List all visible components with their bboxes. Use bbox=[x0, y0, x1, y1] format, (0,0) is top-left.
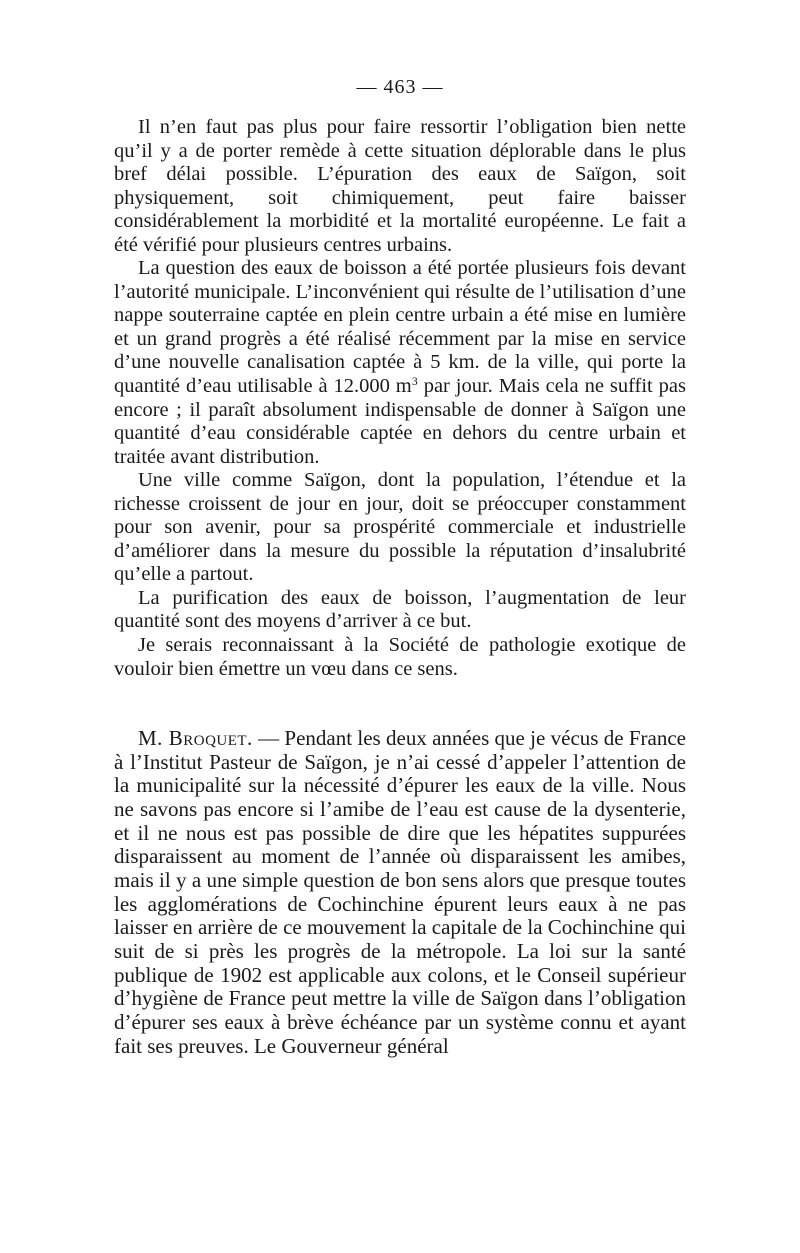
speaker-name: M. Broquet. bbox=[138, 726, 253, 750]
paragraph-1: Il n’en faut pas plus pour faire ressortir l’obligation bien nette qu’il y a de porter remède à cette situation déplorable dans le plus bref délai possible. L’épuration des eaux de Saïgon, soit physiquement, soit chimiquement, peut faire baisser considérablement la morbidité et la mortalité européenne. Le fait a été vérifié pour plusieurs centres urbains. bbox=[114, 116, 686, 256]
superscript-cubic: 3 bbox=[411, 374, 418, 389]
page-number: — 463 — bbox=[356, 76, 444, 98]
paragraph-4: La purification des eaux de boisson, l’augmentation de leur quantité sont des moyens d’arriver à ce but. bbox=[114, 586, 686, 633]
paragraph-2-part-2: par jour. Mais cela ne suffit pas encore ; il paraît absolument indispensable de donner à Saïgon une quantité d’eau considérable captée en dehors du centre urbain et traitée avant distribution. bbox=[114, 375, 686, 468]
paragraph-2 bbox=[114, 257, 686, 469]
paragraph-3: Une ville comme Saïgon, dont la population, l’étendue et la richesse croissent de jour en jour, doit se préoccuper constamment pour son avenir, pour sa prospérité commerciale et industrielle d’améliorer dans la mesure du possible la réputation d’insalubrité qu’elle a partout. bbox=[114, 469, 686, 586]
body-text-section-1 bbox=[114, 116, 686, 681]
broquet-paragraph bbox=[114, 727, 686, 1058]
paragraph-2-part-1: La question des eaux de boisson a été portée plusieurs fois devant l’autorité municipale. L’inconvénient qui résulte de l’utilisation d’une nappe souterraine captée en plein centre urbain a été mise en lumière et un grand progrès a été réalisé récemment par la mise en service d’une nouvelle canalisation captée à 5 km. de la ville, qui porte la quantité d’eau utilisable à 12.000 m bbox=[114, 257, 686, 398]
body-text-section-2 bbox=[114, 727, 686, 1058]
broquet-text: — Pendant les deux années que je vécus de France à l’Institut Pasteur de Saïgon, je n’ai cessé d’appeler l’attention de la municipalité sur la nécessité d’épurer les eaux de la ville. Nous ne savons pas encore si l’amibe de l’eau est cause de la dysenterie, et il ne nous est pas possible de dire que les hépatites suppurées disparaissent au moment de l’année où disparaissent les amibes, mais il y a une simple question de bon sens alors que presque toutes les agglomérations de Cochinchine épurent leurs eaux à ne pas laisser en arrière de ce mouvement la capitale de la Cochinchine qui suit de si près les progrès de la métropole. La loi sur la santé publique de 1902 est applicable aux colons, et le Conseil supérieur d’hygiène de France peut mettre la ville de Saïgon dans l’obligation d’épurer ses eaux à brève échéance par un système connu et ayant fait ses preuves. Le Gouverneur général bbox=[114, 726, 686, 1058]
paragraph-5: Je serais reconnaissant à la Société de pathologie exotique de vouloir bien émettre un vœu dans ce sens. bbox=[114, 634, 686, 680]
